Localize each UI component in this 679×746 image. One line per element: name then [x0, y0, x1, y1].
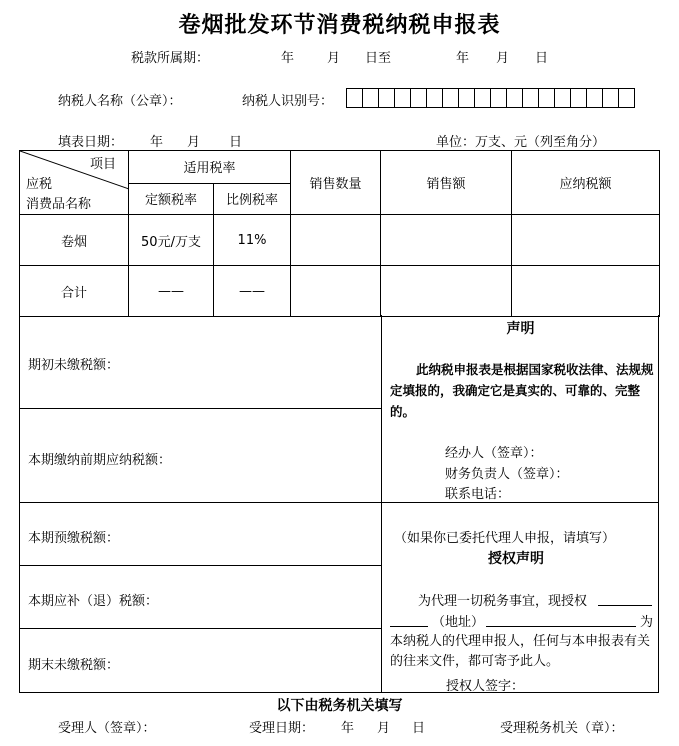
diag-item-label: 项目 [89, 157, 116, 172]
tax-office-section-title: 以下由税务机关填写 [276, 698, 403, 714]
fixed-rate-header: 定额税率 [129, 183, 214, 215]
id-digit-box[interactable] [474, 88, 491, 108]
row-ratio-rate: —— [214, 266, 291, 317]
auth-text-3: 为 [640, 615, 654, 630]
row-sales-amount[interactable] [381, 215, 512, 266]
id-digit-box[interactable] [602, 88, 619, 108]
fill-date-year: 年 [150, 135, 164, 150]
taxpayer-id-label: 纳税人识别号： [242, 94, 334, 109]
auth-text-2: （地址） [432, 615, 485, 630]
row-sales-amount[interactable] [381, 266, 512, 317]
tax-table [19, 150, 660, 317]
period-year: 年 [281, 51, 295, 66]
authorization-box [382, 503, 659, 692]
id-digit-box[interactable] [586, 88, 603, 108]
id-digit-box[interactable] [394, 88, 411, 108]
row-tax-payable[interactable] [512, 266, 660, 317]
opening-unpaid-row[interactable] [20, 315, 381, 409]
row-name: 合计 [20, 266, 129, 317]
row-sales-qty[interactable] [291, 215, 381, 266]
id-digit-box[interactable] [426, 88, 443, 108]
period-label: 税款所属期： [131, 51, 210, 66]
period-month: 月 [327, 51, 341, 66]
id-digit-box[interactable] [490, 88, 507, 108]
period-month-2: 月 [496, 51, 510, 66]
auth-title: 授权声明 [488, 551, 544, 567]
taxpayer-name-label: 纳税人名称（公章）： [58, 94, 182, 109]
diag-taxable-label: 应税 [26, 177, 53, 192]
period-day-to: 日至 [365, 51, 392, 66]
receive-date-year: 年 [341, 721, 355, 736]
agent-name-line[interactable] [598, 605, 652, 606]
taxpayer-id-boxes[interactable] [347, 88, 635, 108]
paid-prior-row[interactable] [20, 409, 381, 503]
rate-group-header: 适用税率 [129, 151, 291, 184]
closing-unpaid-label: 期末未缴税额： [28, 658, 120, 673]
row-fixed-rate: 50元/万支 [129, 215, 214, 266]
fill-date-month: 月 [187, 135, 201, 150]
supplement-label: 本期应补（退）税额： [28, 594, 159, 609]
id-digit-box[interactable] [362, 88, 379, 108]
sales-qty-header: 销售数量 [291, 151, 381, 215]
diag-product-label: 消费品名称 [26, 197, 92, 212]
auth-text-4: 本纳税人的代理申报人，任何与本申报表有关的往来文件，都可寄予此人。 [390, 634, 651, 669]
id-digit-box[interactable] [554, 88, 571, 108]
receive-date-month: 月 [377, 721, 391, 736]
auth-text-1: 为代理一切税务事宜，现授权 [418, 594, 588, 609]
table-row [20, 266, 660, 317]
row-name: 卷烟 [20, 215, 129, 266]
fill-date-label: 填表日期： [58, 135, 124, 150]
fill-date-day: 日 [229, 135, 243, 150]
diagonal-header-cell [20, 151, 129, 215]
id-digit-box[interactable] [458, 88, 475, 108]
table-row [20, 215, 660, 266]
row-sales-qty[interactable] [291, 266, 381, 317]
handler-label: 经办人（签章）： [445, 446, 543, 461]
period-year-2: 年 [456, 51, 470, 66]
id-digit-box[interactable] [346, 88, 363, 108]
supplement-row[interactable] [20, 566, 381, 629]
agent-name-line-2[interactable] [390, 626, 428, 627]
row-tax-payable[interactable] [512, 215, 660, 266]
id-digit-box[interactable] [618, 88, 635, 108]
id-digit-box[interactable] [522, 88, 539, 108]
id-digit-box[interactable] [378, 88, 395, 108]
phone-label: 联系电话： [445, 487, 511, 502]
prepaid-label: 本期预缴税额： [28, 531, 120, 546]
id-digit-box[interactable] [410, 88, 427, 108]
unit-label: 单位：万支、元（列至角分） [436, 135, 606, 150]
sales-amount-header: 销售额 [381, 151, 512, 215]
lower-section [19, 315, 659, 693]
declaration-text: 此纳税申报表是根据国家税收法律、法规规定填报的，我确定它是真实的、可靠的、完整的。 [390, 362, 654, 419]
auth-sign-label: 授权人签字： [446, 679, 525, 694]
prepaid-row[interactable] [20, 503, 381, 566]
tax-office-label: 受理税务机关（章）： [500, 721, 624, 736]
tax-payable-header: 应纳税额 [512, 151, 660, 215]
address-line[interactable] [486, 626, 636, 627]
id-digit-box[interactable] [570, 88, 587, 108]
id-digit-box[interactable] [442, 88, 459, 108]
finance-label: 财务负责人（签章）： [445, 467, 569, 482]
receive-date-label: 受理日期： [249, 721, 315, 736]
ratio-rate-header: 比例税率 [214, 183, 291, 215]
period-day-2: 日 [535, 51, 549, 66]
declaration-title: 声明 [506, 321, 535, 337]
row-fixed-rate: —— [129, 266, 214, 317]
receiver-label: 受理人（签章）： [58, 721, 156, 736]
id-digit-box[interactable] [538, 88, 555, 108]
declaration-box [382, 315, 659, 503]
receive-date-day: 日 [412, 721, 426, 736]
form-title: 卷烟批发环节消费税纳税申报表 [178, 13, 501, 38]
opening-unpaid-label: 期初未缴税额： [28, 358, 120, 373]
id-digit-box[interactable] [506, 88, 523, 108]
agent-note: （如果你已委托代理人申报，请填写） [394, 531, 616, 546]
paid-prior-label: 本期缴纳前期应纳税额： [28, 453, 172, 468]
row-ratio-rate: 11% [214, 215, 291, 266]
closing-unpaid-row[interactable] [20, 629, 381, 692]
